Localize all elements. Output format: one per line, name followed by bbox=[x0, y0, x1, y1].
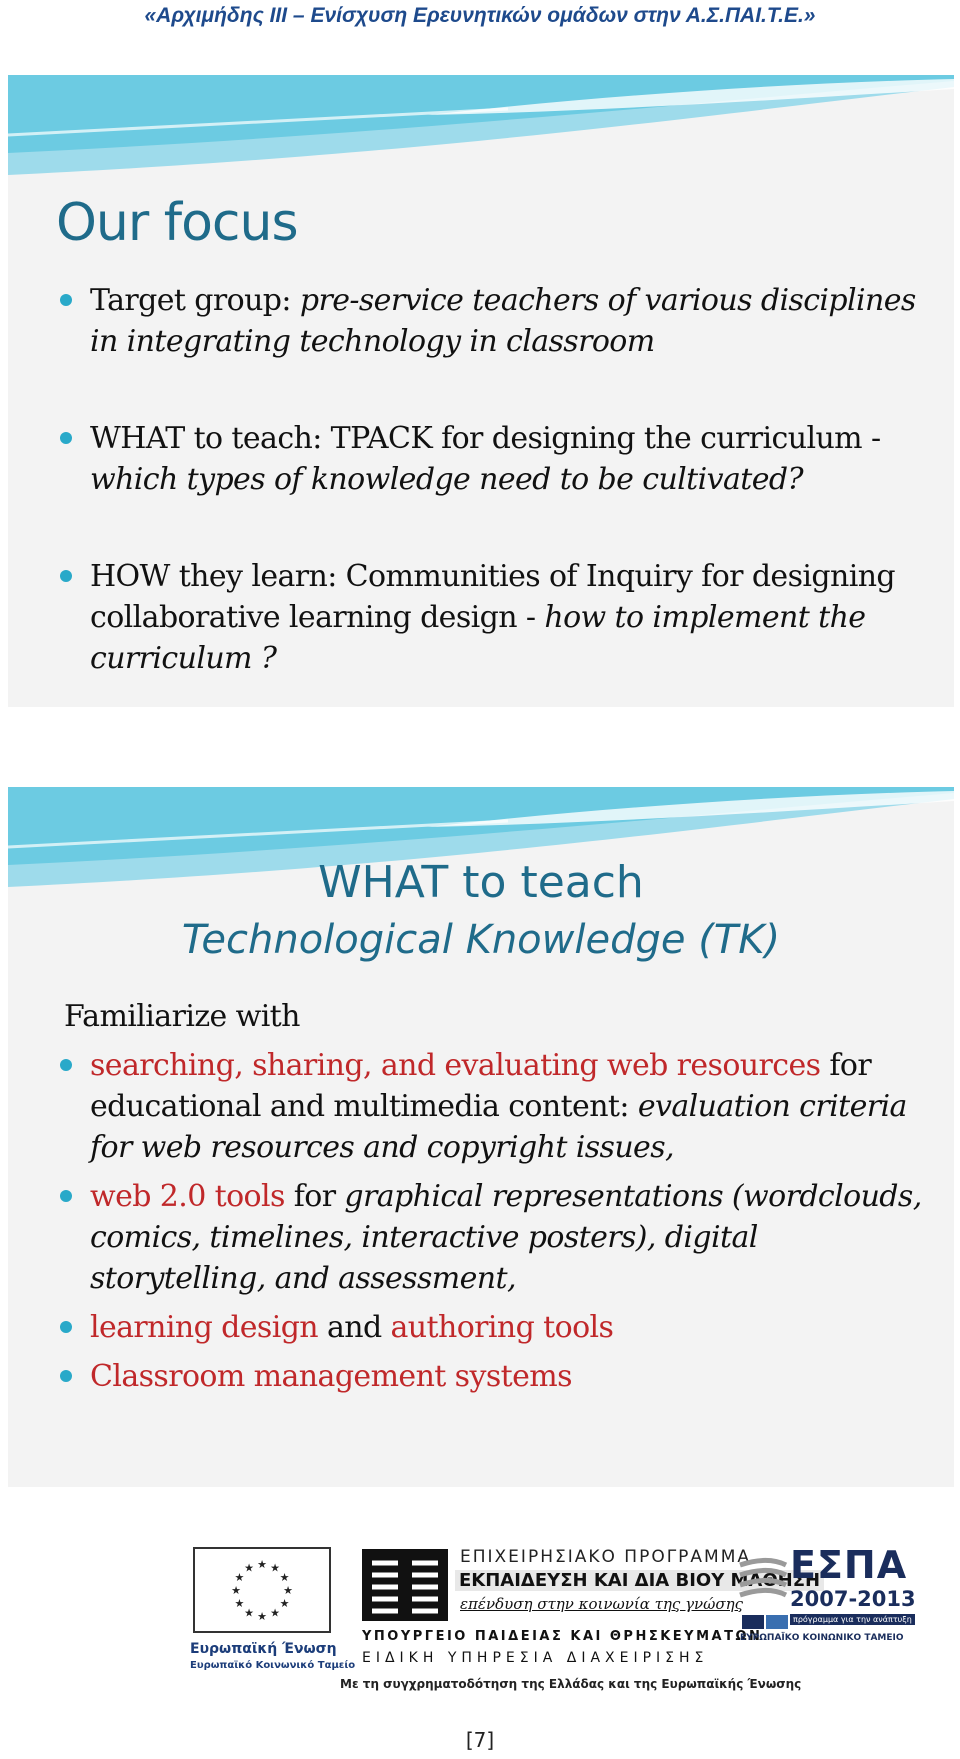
bullet-dot-icon bbox=[60, 294, 72, 306]
bullet-text-part: Target group: bbox=[90, 283, 300, 318]
eu-name-text: Ευρωπαϊκή Ένωση bbox=[190, 1641, 337, 1657]
bullet-dot-icon bbox=[60, 1190, 72, 1202]
slide-title: Our focus bbox=[56, 193, 298, 253]
slide-title: WHAT to teach bbox=[318, 857, 644, 908]
eu-star-icon: ★ bbox=[244, 1561, 254, 1575]
slide-our-focus bbox=[8, 75, 954, 707]
slide-intro-text: Familiarize with bbox=[64, 999, 300, 1034]
eu-star-icon: ★ bbox=[279, 1597, 290, 1610]
eu-star-icon: ★ bbox=[270, 1561, 280, 1575]
bullet-text-part: how to implement the curriculum ? bbox=[90, 600, 866, 676]
bullet-text-part: authoring tools bbox=[390, 1310, 614, 1345]
bullet-text-part: graphical representations (wordclouds, comics, timelines, interactive posters), digital storytelling, and assessment, bbox=[90, 1179, 922, 1296]
bullet-item bbox=[58, 556, 938, 679]
bullet-text-part: pre-service teachers of various disciplines in integrating technology in classroom bbox=[90, 283, 916, 359]
document-header: «Αρχιμήδης ΙΙΙ – Ενίσχυση Ερευνητικών ομάδων στην Α.Σ.ΠΑΙ.Τ.Ε.» bbox=[144, 4, 816, 27]
service-text: ΕΙΔΙΚΗ ΥΠΗΡΕΣΙΑ ΔΙΑΧΕΙΡΙΣΗΣ bbox=[362, 1650, 709, 1666]
bullet-item bbox=[58, 1176, 938, 1299]
bullet-item bbox=[58, 1045, 938, 1168]
bullet-item bbox=[58, 1356, 938, 1397]
bullet-text-part: searching, sharing, and evaluating web resources bbox=[90, 1048, 821, 1083]
espa-years: 2007-2013 bbox=[790, 1587, 916, 1611]
slide-header-swoosh bbox=[8, 75, 954, 195]
focus-bullet-list bbox=[58, 280, 938, 707]
bullet-dot-icon bbox=[60, 432, 72, 444]
program-line2: ΕΚΠΑΙΔΕΥΣΗ ΚΑΙ ΔΙΑ ΒΙΟΥ ΜΑΘΗΣΗ bbox=[455, 1570, 824, 1591]
bullet-dot-icon bbox=[60, 1321, 72, 1333]
cofinance-text: Με τη συγχρηματοδότηση της Ελλάδας και της Ευρωπαϊκής Ένωσης bbox=[340, 1677, 802, 1691]
bullet-text-part: evaluation criteria for web resources and copyright issues, bbox=[90, 1089, 907, 1165]
bullet-dot-icon bbox=[60, 1370, 72, 1382]
bullet-item bbox=[58, 1307, 938, 1348]
bullet-text-part: for bbox=[284, 1179, 345, 1214]
bullet-text-part: which types of knowledge need to be cultivated? bbox=[90, 462, 803, 497]
ministry-text: ΥΠΟΥΡΓΕΙΟ ΠΑΙΔΕΙΑΣ ΚΑΙ ΘΡΗΣΚΕΥΜΑΤΩΝ bbox=[362, 1629, 763, 1644]
slide-subtitle: Technological Knowledge (TK) bbox=[181, 917, 781, 963]
bullet-text-part: WHAT to teach: TPACK for designing the curriculum - bbox=[90, 421, 881, 456]
slide-what-to-teach bbox=[8, 787, 954, 1487]
eu-star-icon: ★ bbox=[244, 1606, 254, 1620]
bullet-text-part: web 2.0 tools bbox=[90, 1179, 285, 1214]
eu-star-icon: ★ bbox=[279, 1571, 290, 1584]
bullet-dot-icon bbox=[60, 1059, 72, 1071]
eu-star-icon: ★ bbox=[234, 1597, 245, 1610]
eu-star-icon: ★ bbox=[231, 1584, 241, 1597]
bullet-item bbox=[58, 280, 938, 362]
eu-flag-logo bbox=[193, 1547, 331, 1633]
program-line3: επένδυση στην κοινωνία της γνώσης bbox=[460, 1595, 744, 1613]
bullet-text-part: learning design bbox=[90, 1310, 319, 1345]
bullet-item bbox=[58, 418, 938, 500]
bullet-text-part: and bbox=[318, 1310, 391, 1345]
espa-fund-text: ΕΥΡΩΠΑΪΚΟ ΚΟΙΝΩΝΙΚΟ ΤΑΜΕΙΟ bbox=[740, 1633, 904, 1643]
program-line1: ΕΠΙΧΕΙΡΗΣΙΑΚΟ ΠΡΟΓΡΑΜΜΑ bbox=[460, 1547, 752, 1567]
eu-star-icon: ★ bbox=[270, 1606, 280, 1620]
bullet-dot-icon bbox=[60, 570, 72, 582]
bullet-text-part: HOW they learn: Communities of Inquiry for designing collaborative learning design - bbox=[90, 559, 896, 635]
eu-star-icon: ★ bbox=[283, 1584, 293, 1597]
bullet-text-part: Classroom management systems bbox=[90, 1359, 572, 1394]
tk-bullet-list bbox=[58, 1045, 938, 1405]
espa-tagline: πρόγραμμα για την ανάπτυξη bbox=[790, 1614, 915, 1625]
espa-title: ΕΣΠΑ bbox=[790, 1543, 908, 1587]
eu-star-icon: ★ bbox=[257, 1610, 267, 1623]
eu-star-icon: ★ bbox=[234, 1571, 245, 1584]
page-number: [7] bbox=[465, 1728, 495, 1752]
eu-fund-text: Ευρωπαϊκό Κοινωνικό Ταμείο bbox=[190, 1660, 356, 1671]
bullet-text-part: for educational and multimedia content: bbox=[90, 1048, 872, 1124]
book-logo-icon bbox=[362, 1549, 448, 1621]
eu-star-icon: ★ bbox=[257, 1558, 267, 1571]
funding-logos-strip bbox=[0, 1525, 960, 1691]
